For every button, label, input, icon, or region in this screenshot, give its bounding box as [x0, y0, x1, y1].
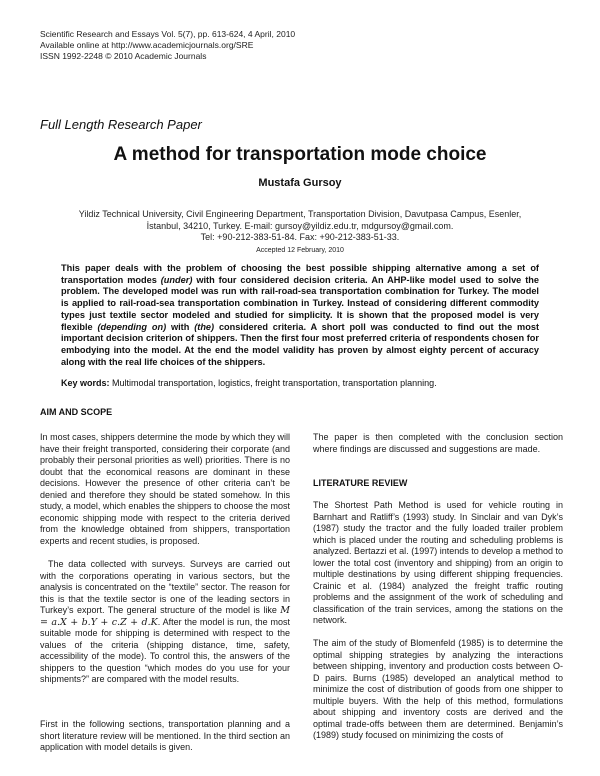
abstract-text: This paper deals with the problem of choosing the best possible shipping alternative among a set of transportation modes: [61, 263, 539, 285]
paragraph-text: In most cases, shippers determine the mode by which they will have their freight transported, considering their corporate (and probably their personal priorities as well) priorities. There is no doubt that the economical reasons are dominant in these decisions. However the presence of other criteria can’t be denied and therefore they should be stated somehow. In this study, a model, which enables the shippers to choose the most economic shipping mode with respect to the criteria derived from the knowledge obtained from shippers, transportation experts and recent studies, is proposed.: [40, 432, 290, 546]
model-formula: M = a.X + b.Y + c.Z + d.K: [40, 605, 290, 628]
paragraph-text: The Shortest Path Method is used for vehicle routing in Barnhart and Ratliff’s (1993) study. In Sinclair and van Dyk’s (1987) study the tractor and the fully loaded trailer problem which is placed under the routing and scheduling problems is analyzed. Bertazzi et al. (1997) intends to develop a method to lower the total cost (inventory and shipping) from an origin to multiple destinations by using different shipping frequencies. Crainic et al. (1984) analyzed the freight traffic routing problems and the assignment of the work of scheduling and classification of the train services, among the stations on the network.: [313, 500, 563, 626]
affiliation-line: Tel: +90-212-383-51-84. Fax: +90-212-383-51-33.: [200, 232, 400, 242]
paper-type: Full Length Research Paper: [40, 117, 202, 132]
body-paragraph: [313, 432, 563, 455]
keywords-label: Key words:: [61, 378, 110, 388]
body-paragraph: [40, 719, 290, 754]
paragraph-text: The paper is then completed with the conclusion section where findings are discussed and suggestions are made.: [313, 432, 563, 454]
journal-url: Available online at http://www.academicjournals.org/SRE: [40, 40, 254, 50]
paragraph-text: The aim of the study of Blomenfeld (1985) is to determine the optimal shipping strategies by analyzing the interactions between shipping, inventory and production costs between O-D pairs. Burns (1985) developed an analytical method to minimize the cost of distribution of goods from one shipper to multiple buyers. With the help of this method, formulations about shipping and inventory costs are derived and the optimal trade-offs between them are determined. Benjamin’s (1989) study focused on minimizing the costs of: [313, 638, 563, 741]
abstract-text: with four considered decision criteria. An AHP-like model used to solve the problem. The developed model was run with rail-road-sea transportation combination for Turkey. The model is applied to rail-road-sea transportation combination in Turkey. Instead of considering different commodity types just textile sector modeled and studied for simplicity. It is shown that the proposed model is very flexible: [61, 274, 539, 332]
abstract-text: considered criteria. A short poll was conducted to find out the most important decision criterion of shippers. Then the first four most preferred criteria of respondents chosen for embodying into the model. At the end the model validity has proven by almost eighty percent of accuracy along with the real life choices of the shippers.: [61, 321, 539, 367]
affiliation-line: Yildiz Technical University, Civil Engineering Department, Transportation Division, Davutpasa Campus, Esenler,: [78, 209, 522, 219]
abstract-emphasis: (the): [194, 321, 215, 332]
affiliation-line: İstanbul, 34210, Turkey. E-mail: gursoy@yildiz.edu.tr, mdgursoy@gmail.com.: [146, 220, 454, 231]
section-heading-literature-review: LITERATURE REVIEW: [313, 478, 408, 488]
paper-title: A method for transportation mode choice: [113, 144, 487, 165]
body-paragraph: [40, 432, 290, 547]
section-heading-aim-scope: AIM AND SCOPE: [40, 407, 113, 417]
journal-masthead: [40, 29, 295, 62]
author-affiliation: [55, 209, 545, 244]
author-name: Mustafa Gursoy: [258, 177, 342, 189]
journal-issn: ISSN 1992-2248 © 2010 Academic Journals: [40, 51, 207, 61]
keywords-list: Multimodal transportation, logistics, freight transportation, transportation planning.: [109, 378, 437, 388]
paragraph-text: . After the model is run, the most suitable mode for shipping is determined with respect to the values of the criteria (shipping distance, time, safety, accessibility of the mode). To control this, the answers of the shippers to the question “which modes do you use for your shipments?” are compared with the model results.: [40, 616, 290, 685]
abstract-emphasis: (under): [160, 274, 193, 285]
body-paragraph: [40, 559, 290, 686]
keywords: [61, 377, 539, 389]
journal-citation: Scientific Research and Essays Vol. 5(7), pp. 613-624, 4 April, 2010: [40, 29, 296, 39]
paragraph-text: The data collected with surveys. Surveys are carried out with the corporations operating in various sectors, but the analysis is concentrated on the “textile” sector. The reason for this is that the textile sector is one of the leading sectors in Turkey’s export. The general structure of the model is like: [40, 559, 290, 616]
abstract: [61, 263, 539, 368]
body-paragraph: [313, 500, 563, 627]
accepted-date: Accepted 12 February, 2010: [256, 247, 344, 254]
abstract-emphasis: (depending on): [97, 321, 167, 332]
paragraph-text: First in the following sections, transportation planning and a short literature review will be mentioned. In the third section an application with model details is given.: [40, 719, 290, 753]
abstract-text: with: [166, 321, 195, 332]
body-paragraph: [313, 638, 563, 742]
